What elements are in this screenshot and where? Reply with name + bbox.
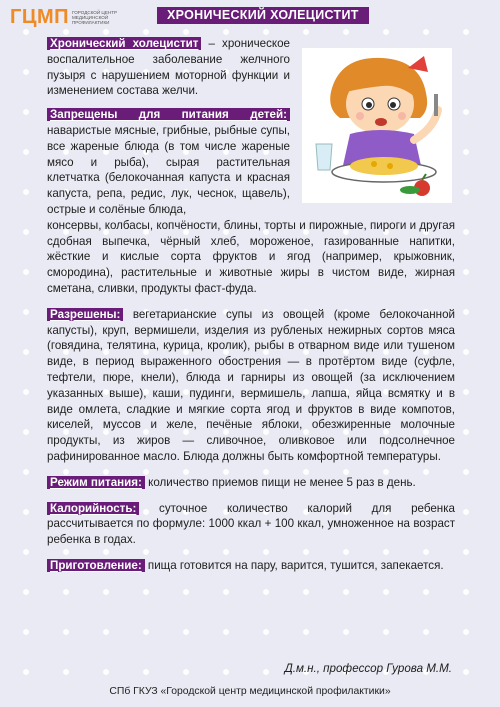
spacer: [47, 465, 455, 475]
calories-text: суточное количество калорий для ребенка рассчитывается по формуле: 1000 ккал + 100 ккал, умноженное на возраст ребенка в годах.: [47, 501, 455, 547]
spacer: [47, 491, 455, 501]
cooking-label: Приготовление:: [47, 559, 145, 572]
allowed-label: Разрешены:: [47, 308, 123, 321]
regime-paragraph: [47, 475, 455, 491]
spacer: [47, 99, 455, 107]
author-signature: Д.м.н., профессор Гурова М.М.: [284, 662, 452, 675]
article: [47, 36, 455, 574]
forbidden-paragraph: [47, 107, 290, 218]
logo-mark: ГЦМП: [10, 6, 69, 28]
intro-paragraph: [47, 36, 290, 99]
forbidden-text-a: наваристые мясные, грибные, рыбные супы, все жареные блюда (в том числе жареные мясо и рыба), сырая растительная клетчатка (белокочанная капуста и красная капуста, репа, редис, лук, чеснок, щавель), острые и солёные блюда,: [47, 123, 290, 216]
footer: СПб ГКУЗ «Городской центр медицинской профилактики»: [109, 686, 391, 697]
logo-subtitle: ГОРОДСКОЙ ЦЕНТР МЕДИЦИНСКОЙ ПРОФИЛАКТИКИ: [71, 10, 118, 25]
intro-label: Хронический холецистит: [47, 37, 201, 50]
allowed-text: вегетарианские супы из овощей (кроме белокочанной капусты), круп, вермишели, изделия из рубленых нежирных сортов мяса (говядина, телятина, курица, кролик), рыбы в отварном виде или тушеном виде, в период выраженного обострения — в протёртом виде (суфле, тефтели, пюре, кнели), блюда и гарниры из овощей (за исключением указанных выше), каши, пудинги, вермишель, лапша, яйца всмятку и в виде омлета, сладкие и мягкие сорта ягод и фруктов в виде компотов, киселей, муссов и желе, печёные яблоки, обезжиренные молочные продукты, из жиров — сливочное, оливковое или подсолнечное рафинированное масло. Блюда должны быть комфортной температуры.: [47, 307, 455, 463]
calories-paragraph: [47, 501, 455, 548]
page-title: ХРОНИЧЕСКИЙ ХОЛЕЦИСТИТ: [157, 7, 369, 24]
spacer: [47, 548, 455, 558]
regime-text: количество приемов пищи не менее 5 раз в день.: [144, 475, 416, 489]
cooking-paragraph: [47, 558, 455, 574]
forbidden-label: Запрещены для питания детей:: [47, 108, 290, 121]
calories-label: Калорийность:: [47, 502, 139, 515]
intro-text: – хроническое воспалительное заболевание желчного пузыря с нарушением моторной функции и изменением состава желчи.: [47, 37, 290, 98]
regime-label: Режим питания:: [47, 476, 145, 489]
logo: [10, 6, 132, 29]
cooking-text: пища готовится на пару, варится, тушится, запекается.: [144, 558, 444, 572]
spacer: [47, 297, 455, 307]
allowed-paragraph: [47, 307, 455, 465]
forbidden-continued: консервы, колбасы, копчёности, блины, торты и пирожные, пироги и другая сдобная выпечка, чёрный хлеб, мороженое, газированные напитки, жёсткие и кислые сорта фруктов и ягод (например, крыжовник, смородина), растительные и животные жиры в чистом виде, жирная сметана, сливки, продукты фаст-фуда.: [47, 218, 455, 295]
